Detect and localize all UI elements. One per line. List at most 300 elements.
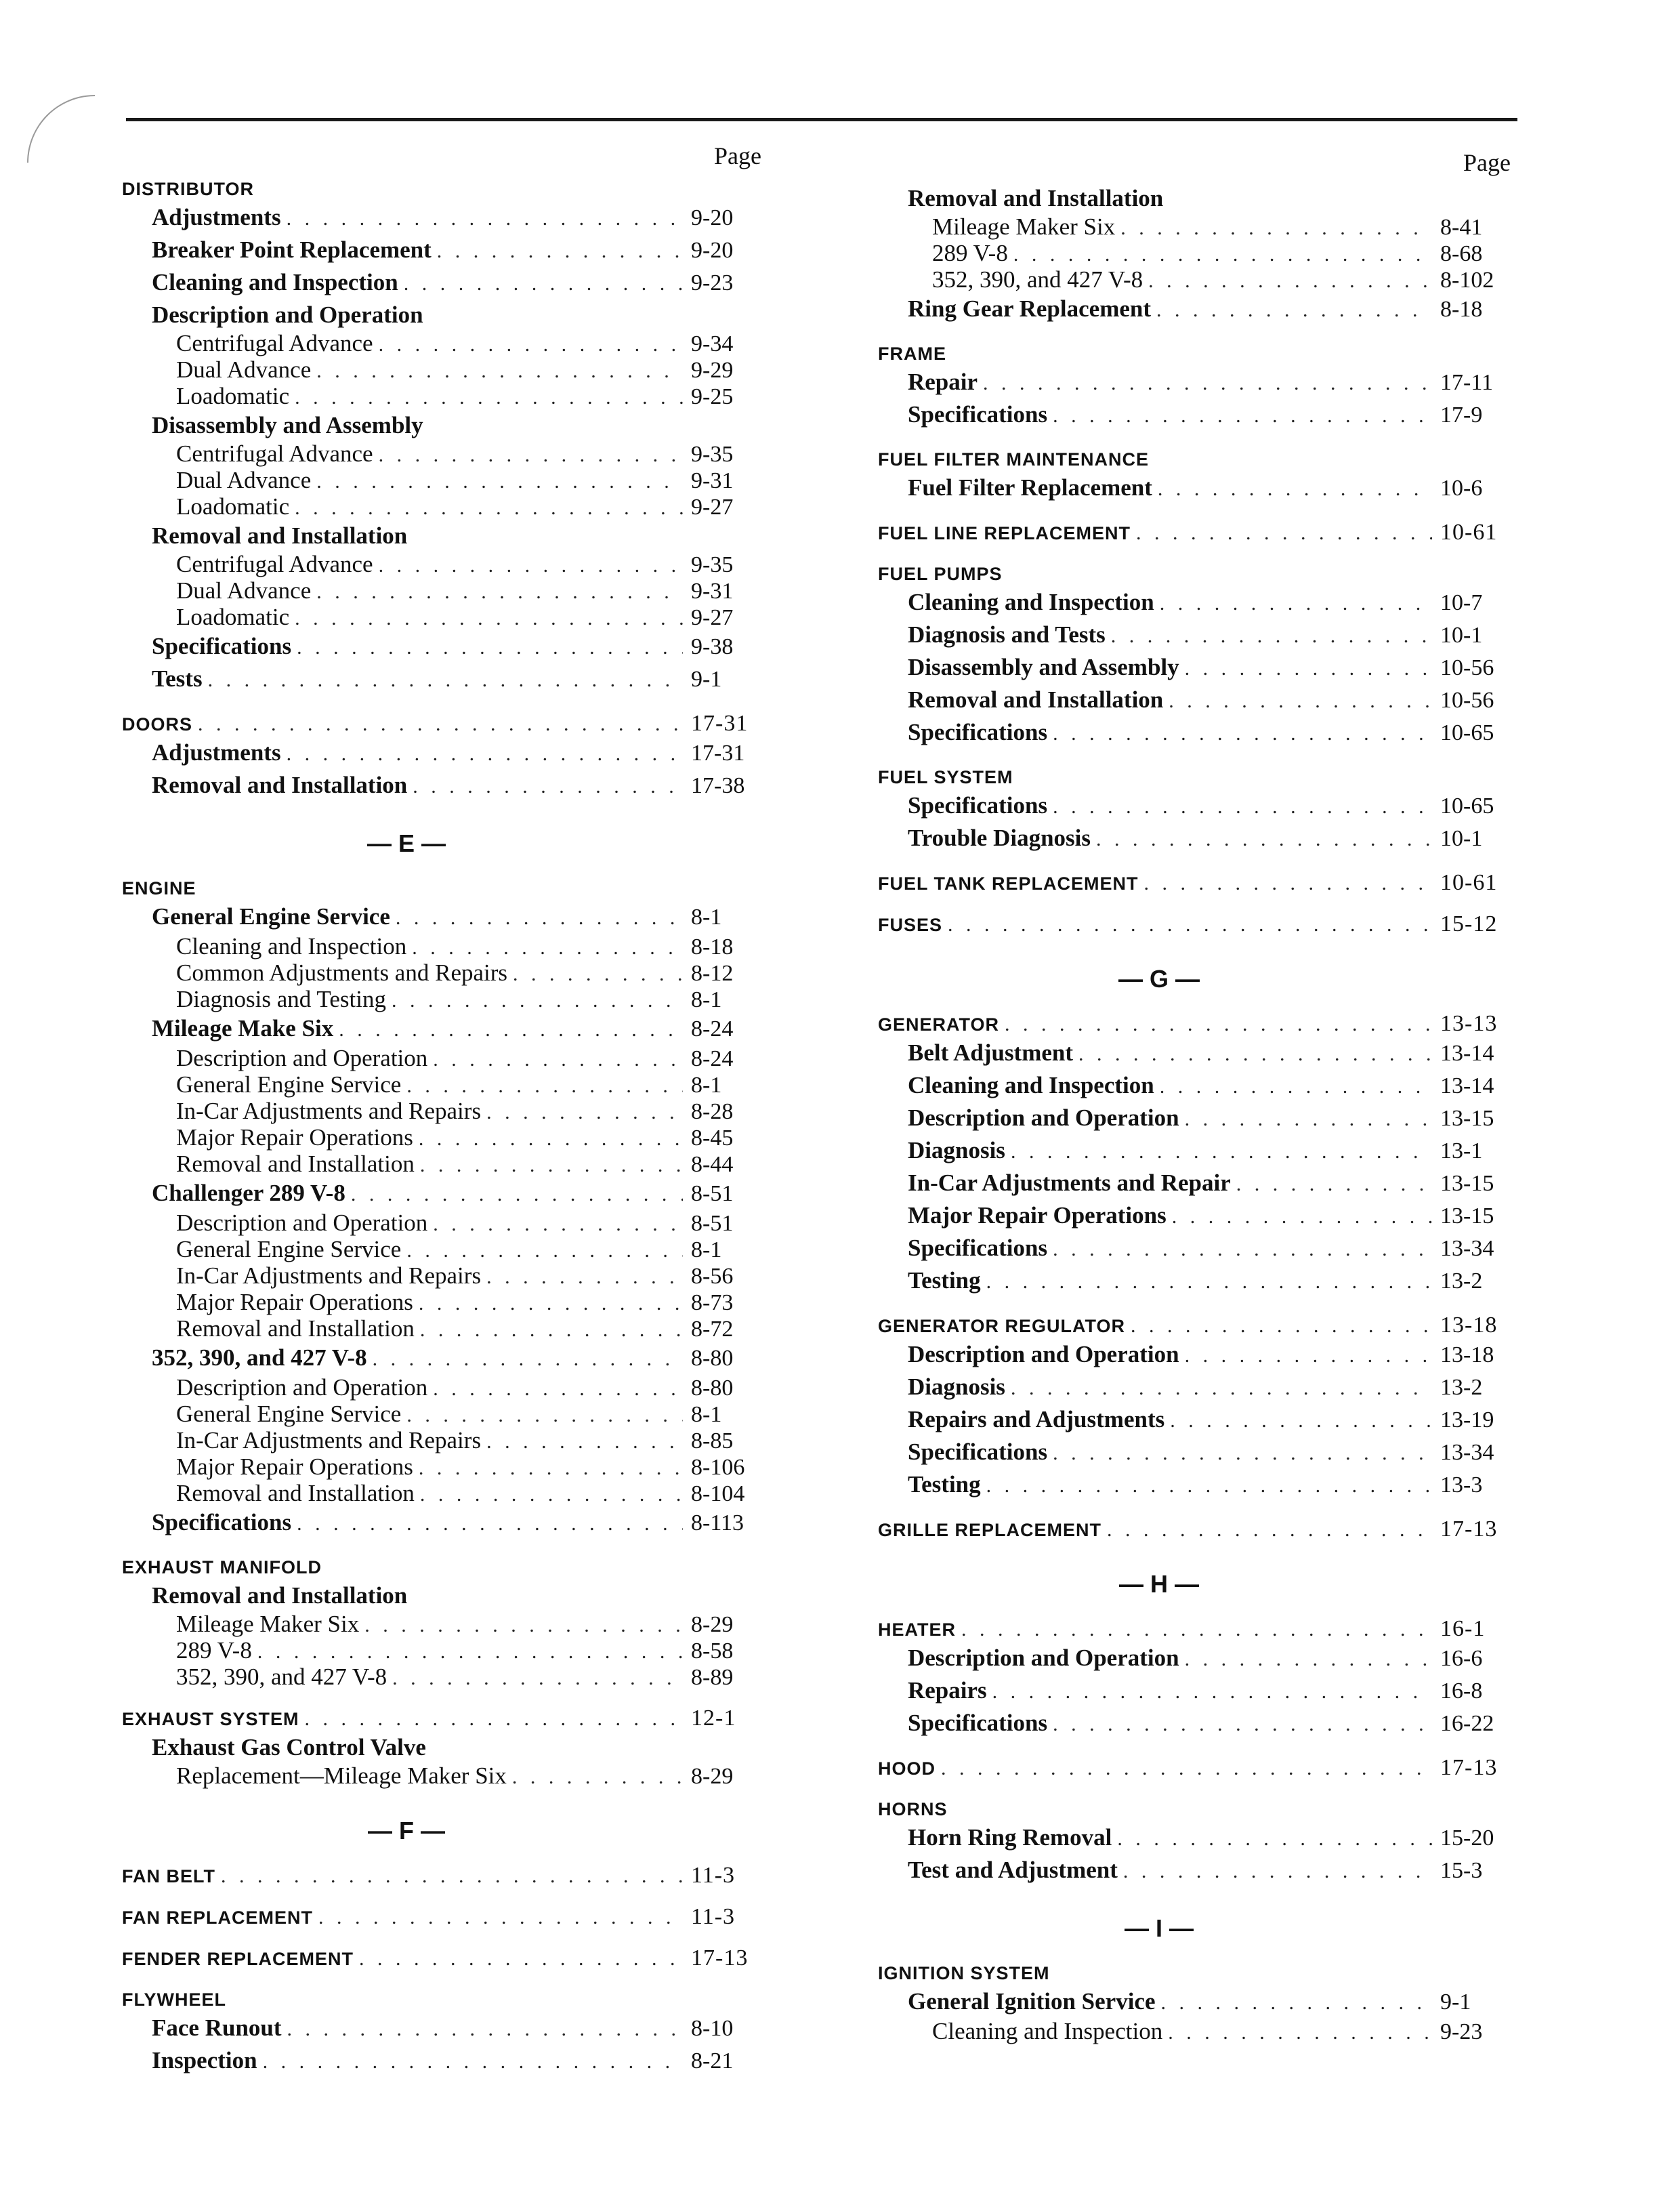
- index-entry: [878, 717, 1521, 749]
- index-entry: [122, 300, 772, 331]
- index-entry: [878, 1070, 1521, 1102]
- dot-leader: [433, 1376, 683, 1401]
- dot-leader: [404, 268, 683, 300]
- page-number: 8-1: [691, 905, 722, 930]
- index-entry: [878, 267, 1521, 293]
- index-entry: [122, 1611, 772, 1638]
- index-entry: [122, 468, 772, 494]
- index-entry: [878, 1371, 1521, 1404]
- page-number: 9-34: [691, 331, 734, 356]
- entry-title: Testing: [908, 1471, 981, 1498]
- index-entry: [122, 1125, 772, 1151]
- entry-title: Specifications: [908, 1439, 1048, 1465]
- dot-leader: [1156, 295, 1432, 326]
- index-entry: [122, 357, 772, 384]
- dot-leader: [1123, 1856, 1432, 1887]
- page-number: 10-61: [1440, 870, 1498, 895]
- dot-leader: [263, 2046, 683, 2078]
- index-entry: [122, 1342, 772, 1375]
- entry-title: FUEL LINE REPLACEMENT: [878, 523, 1131, 543]
- entry-title: Challenger 289 V-8: [152, 1180, 345, 1206]
- dot-leader: [1005, 1012, 1432, 1037]
- dot-leader: [1161, 1987, 1432, 2019]
- section-letter-heading: — H —: [1118, 1570, 1199, 1598]
- page-number: 9-25: [691, 384, 734, 409]
- entry-title: Description and Operation: [176, 1210, 428, 1236]
- dot-leader: [992, 1676, 1432, 1708]
- index-entry: [122, 2012, 772, 2045]
- page-number: 13-14: [1440, 1073, 1494, 1098]
- index-heading: [878, 1616, 1521, 1643]
- page-number: 8-51: [691, 1211, 734, 1236]
- entry-title: General Ignition Service: [908, 1988, 1156, 2015]
- entry-title: HORNS: [878, 1799, 948, 1819]
- page-number: 17-31: [691, 711, 749, 736]
- index-entry: [122, 1375, 772, 1401]
- page-number: 9-20: [691, 205, 734, 230]
- entry-title: Belt Adjustment: [908, 1039, 1074, 1066]
- page-number: 8-29: [691, 1764, 734, 1789]
- dot-leader: [305, 1706, 683, 1732]
- dot-leader: [406, 1403, 683, 1428]
- index-entry: [122, 520, 772, 552]
- entry-title: Specifications: [152, 1509, 292, 1535]
- entry-title: Repairs and Adjustments: [908, 1406, 1165, 1432]
- dot-leader: [961, 1617, 1432, 1643]
- dot-leader: [1170, 1405, 1432, 1437]
- page-number: 8-102: [1440, 268, 1494, 293]
- index-entry: [878, 293, 1521, 326]
- dot-leader: [198, 711, 683, 737]
- index-heading: [122, 875, 772, 901]
- entry-title: Centrifugal Advance: [176, 440, 373, 467]
- page-number: 9-1: [691, 667, 722, 692]
- index-entry: [122, 1237, 772, 1263]
- page-number: 13-2: [1440, 1268, 1483, 1294]
- index-entry: [878, 823, 1521, 855]
- corner-hole-mark: [27, 95, 95, 163]
- entry-title: Test and Adjustment: [908, 1857, 1118, 1883]
- index-entry: [878, 1037, 1521, 1070]
- dot-leader: [316, 579, 683, 604]
- page-number: 17-31: [691, 741, 745, 766]
- entry-title: FUEL TANK REPLACEMENT: [878, 873, 1139, 894]
- dot-leader: [983, 368, 1432, 399]
- entry-title: General Engine Service: [176, 1071, 402, 1098]
- dot-leader: [1172, 1201, 1432, 1233]
- index-entry: [878, 1986, 1521, 2019]
- entry-title: Diagnosis: [908, 1137, 1005, 1163]
- index-column-right: [878, 142, 1521, 2045]
- page-number: 13-18: [1440, 1313, 1498, 1338]
- entry-title: Loadomatic: [176, 604, 290, 630]
- index-entry: [122, 1098, 772, 1125]
- page-number: 13-15: [1440, 1106, 1494, 1131]
- index-entry: [122, 267, 772, 300]
- dot-leader: [295, 495, 683, 520]
- index-entry: [122, 384, 772, 410]
- page-number: 8-80: [691, 1376, 734, 1401]
- dot-leader: [396, 903, 683, 934]
- dot-leader: [420, 1153, 683, 1178]
- index-entry: [878, 1265, 1521, 1298]
- entry-title: Removal and Installation: [176, 1315, 415, 1342]
- index-entry: [122, 234, 772, 267]
- entry-title: Tests: [152, 665, 203, 692]
- dot-leader: [1160, 588, 1432, 619]
- section-letter-heading: — F —: [368, 1817, 445, 1844]
- index-heading: [122, 1945, 772, 1972]
- page-number: 13-19: [1440, 1407, 1494, 1432]
- entry-title: FUSES: [878, 915, 943, 935]
- index-entry: [878, 1168, 1521, 1200]
- dot-leader: [1053, 1709, 1432, 1740]
- index-heading: [122, 1904, 772, 1931]
- index-entry: [122, 202, 772, 234]
- entry-title: Exhaust Gas Control Valve: [152, 1734, 426, 1760]
- page-number: 8-1: [691, 1402, 722, 1427]
- dot-leader: [1011, 1373, 1432, 1404]
- index-entry: [122, 1763, 772, 1790]
- page-number: 8-113: [691, 1510, 744, 1535]
- dot-leader: [406, 1238, 683, 1263]
- index-entry: [122, 934, 772, 960]
- page-number: 8-51: [691, 1181, 734, 1206]
- entry-title: Disassembly and Assembly: [908, 654, 1179, 680]
- dot-leader: [257, 1639, 683, 1664]
- page-number: 9-23: [691, 270, 734, 295]
- entry-title: Description and Operation: [908, 1105, 1179, 1131]
- page-number: 9-35: [691, 552, 734, 577]
- index-entry: [122, 1151, 772, 1178]
- index-entry: [878, 2019, 1521, 2045]
- dot-leader: [1096, 824, 1432, 855]
- dot-leader: [1136, 520, 1432, 546]
- index-heading: [878, 1796, 1521, 1822]
- dot-leader: [512, 1764, 683, 1790]
- entry-title: Mileage Maker Six: [176, 1611, 360, 1637]
- entry-title: Cleaning and Inspection: [176, 933, 407, 959]
- entry-title: Repair: [908, 369, 978, 395]
- page-number: 9-35: [691, 442, 734, 467]
- index-entry: [122, 901, 772, 934]
- index-entry: [878, 1675, 1521, 1708]
- entry-title: Specifications: [908, 1710, 1048, 1736]
- page-number: 13-2: [1440, 1375, 1483, 1400]
- index-heading: [878, 341, 1521, 367]
- dot-leader: [392, 1666, 683, 1691]
- dot-leader: [1160, 1071, 1432, 1102]
- index-entry: [122, 1289, 772, 1316]
- page-number: 16-22: [1440, 1711, 1494, 1736]
- entry-title: Specifications: [908, 401, 1048, 428]
- page-number: 8-104: [691, 1481, 745, 1506]
- index-entry: [122, 1178, 772, 1210]
- index-entry: [122, 1072, 772, 1098]
- entry-title: Ring Gear Replacement: [908, 295, 1152, 322]
- index-entry: [878, 619, 1521, 652]
- page-number: 10-56: [1440, 688, 1494, 713]
- page-number: 13-13: [1440, 1011, 1498, 1036]
- index-entry: [122, 1013, 772, 1046]
- index-entry: [122, 1263, 772, 1289]
- entry-title: Removal and Installation: [908, 185, 1164, 211]
- dot-leader: [373, 1344, 683, 1375]
- page-number: 11-3: [691, 1863, 736, 1888]
- index-entry: [122, 578, 772, 604]
- entry-title: Loadomatic: [176, 493, 290, 520]
- page-number: 15-20: [1440, 1825, 1494, 1851]
- dot-leader: [1053, 400, 1432, 432]
- entry-title: Specifications: [908, 1235, 1048, 1261]
- page-number: 13-18: [1440, 1342, 1494, 1367]
- dot-leader: [1185, 1104, 1432, 1135]
- index-entry: [878, 1404, 1521, 1437]
- index-entry: [122, 441, 772, 468]
- dot-leader: [1120, 215, 1432, 241]
- page-number: 8-44: [691, 1152, 734, 1177]
- index-heading: [878, 447, 1521, 472]
- page-number: 17-9: [1440, 402, 1483, 428]
- entry-title: Cleaning and Inspection: [152, 269, 398, 295]
- page-number: 8-28: [691, 1099, 734, 1124]
- dot-leader: [1078, 1039, 1432, 1070]
- dot-leader: [941, 1756, 1432, 1781]
- index-entry: [122, 1664, 772, 1691]
- dot-leader: [297, 632, 683, 663]
- page-number: 13-15: [1440, 1171, 1494, 1196]
- index-entry: [122, 1454, 772, 1481]
- dot-leader: [986, 1266, 1432, 1298]
- entry-title: Loadomatic: [176, 383, 290, 409]
- section-letter-heading: — E —: [366, 829, 446, 857]
- entry-title: Description and Operation: [152, 302, 423, 328]
- entry-title: Repairs: [908, 1677, 987, 1704]
- index-heading: [878, 1313, 1521, 1339]
- page-number: 10-1: [1440, 826, 1483, 851]
- index-entry: [878, 1102, 1521, 1135]
- page-number: 8-29: [691, 1612, 734, 1637]
- entry-title: EXHAUST SYSTEM: [122, 1709, 299, 1729]
- index-entry: [122, 960, 772, 987]
- index-entry: [878, 652, 1521, 684]
- dot-leader: [316, 469, 683, 494]
- dot-leader: [419, 1291, 683, 1316]
- page-number: 10-65: [1440, 793, 1494, 819]
- page-number: 8-106: [691, 1455, 745, 1480]
- index-entry: [122, 1638, 772, 1664]
- entry-title: Replacement—Mileage Maker Six: [176, 1762, 507, 1789]
- dot-leader: [406, 1073, 683, 1098]
- entry-title: 352, 390, and 427 V-8: [932, 266, 1143, 293]
- entry-title: Testing: [908, 1267, 981, 1294]
- dot-leader: [433, 1047, 683, 1072]
- entry-title: Inspection: [152, 2047, 257, 2073]
- entry-title: Specifications: [908, 719, 1048, 745]
- page-number: 16-1: [1440, 1616, 1486, 1641]
- entry-title: Cleaning and Inspection: [932, 2018, 1163, 2044]
- index-entry: [878, 684, 1521, 717]
- entry-title: Description and Operation: [176, 1045, 428, 1071]
- entry-title: Cleaning and Inspection: [908, 1072, 1154, 1098]
- page-number: 10-65: [1440, 720, 1494, 745]
- index-entry: [122, 331, 772, 357]
- page-number: 8-24: [691, 1016, 734, 1041]
- entry-title: General Engine Service: [152, 903, 390, 930]
- index-entries: [122, 176, 772, 2078]
- dot-leader: [339, 1014, 683, 1046]
- index-entry: [122, 552, 772, 578]
- entry-title: FUEL FILTER MAINTENANCE: [878, 449, 1149, 470]
- entry-title: Major Repair Operations: [176, 1124, 413, 1151]
- index-heading: [878, 870, 1521, 896]
- index-entry: [878, 1135, 1521, 1168]
- entry-title: Cleaning and Inspection: [908, 589, 1154, 615]
- dot-leader: [420, 1482, 683, 1507]
- dot-leader: [486, 1100, 683, 1125]
- dot-leader: [318, 1905, 683, 1931]
- dot-leader: [297, 1508, 683, 1540]
- dot-leader: [419, 1126, 683, 1151]
- entry-title: Removal and Installation: [152, 772, 408, 798]
- entry-title: Description and Operation: [908, 1341, 1179, 1367]
- index-heading: [878, 1755, 1521, 1781]
- entry-title: General Engine Service: [176, 1236, 402, 1262]
- entry-title: Dual Advance: [176, 467, 312, 493]
- dot-leader: [351, 1179, 683, 1210]
- page-number: 13-1: [1440, 1138, 1483, 1163]
- page-number: 9-20: [691, 238, 734, 263]
- page-number: 10-61: [1440, 520, 1498, 545]
- index-entry: [878, 1708, 1521, 1740]
- dot-leader: [295, 606, 683, 631]
- dot-leader: [1111, 621, 1432, 652]
- index-heading: [878, 1011, 1521, 1037]
- page-column-header: Page: [1463, 149, 1511, 176]
- page-number: 15-3: [1440, 1858, 1483, 1883]
- index-entry: [122, 987, 772, 1013]
- dot-leader: [948, 912, 1432, 938]
- entry-title: Dual Advance: [176, 356, 312, 383]
- entry-title: Removal and Installation: [176, 1480, 415, 1506]
- index-heading: [878, 561, 1521, 587]
- page-number: 17-13: [1440, 1755, 1498, 1780]
- dot-leader: [1236, 1169, 1432, 1200]
- entry-title: Major Repair Operations: [908, 1202, 1167, 1229]
- index-entry: [878, 1200, 1521, 1233]
- index-heading: [122, 1863, 772, 1889]
- dot-leader: [986, 1470, 1432, 1502]
- page-number: 10-56: [1440, 655, 1494, 680]
- entry-title: 289 V-8: [176, 1637, 252, 1664]
- index-entry: [122, 1046, 772, 1072]
- index-column-left: [122, 136, 772, 2078]
- index-entry: [878, 1822, 1521, 1855]
- entry-title: IGNITION SYSTEM: [878, 1963, 1050, 1983]
- page-number: 8-85: [691, 1428, 734, 1453]
- index-heading: [122, 1554, 772, 1580]
- index-entry: [122, 1580, 772, 1611]
- index-entry: [122, 631, 772, 663]
- page-number: 16-8: [1440, 1678, 1483, 1704]
- index-entry: [878, 790, 1521, 823]
- index-heading: [122, 176, 772, 202]
- entry-title: Major Repair Operations: [176, 1289, 413, 1315]
- entry-title: FENDER REPLACEMENT: [122, 1949, 354, 1969]
- index-heading: [878, 764, 1521, 790]
- entry-title: Specifications: [152, 633, 292, 659]
- entry-title: Description and Operation: [176, 1374, 428, 1401]
- section-letter-heading: — I —: [1124, 1914, 1194, 1942]
- entry-title: Removal and Installation: [176, 1151, 415, 1177]
- page-number: 8-18: [691, 934, 734, 959]
- dot-leader: [1131, 1313, 1432, 1339]
- index-heading: [122, 1706, 772, 1732]
- entry-title: DISTRIBUTOR: [122, 179, 255, 199]
- page-column-header: Page: [714, 142, 761, 169]
- index-entry: [122, 1507, 772, 1540]
- entry-title: Dual Advance: [176, 577, 312, 604]
- dot-leader: [287, 203, 683, 234]
- entry-title: FLYWHEEL: [122, 1989, 227, 2010]
- dot-leader: [364, 1613, 683, 1638]
- page-number: 9-1: [1440, 1989, 1471, 2015]
- page-number: 8-73: [691, 1290, 734, 1315]
- page-number: 8-1: [691, 1073, 722, 1098]
- index-entry: [122, 2045, 772, 2078]
- dot-leader: [379, 332, 683, 357]
- entry-title: Specifications: [908, 792, 1048, 819]
- page-number: 8-10: [691, 2016, 734, 2041]
- entry-title: Diagnosis: [908, 1374, 1005, 1400]
- dot-leader: [486, 1429, 683, 1454]
- dot-leader: [420, 1317, 683, 1342]
- page-number: 8-80: [691, 1346, 734, 1371]
- entry-title: Description and Operation: [908, 1645, 1179, 1671]
- index-entry: [122, 663, 772, 696]
- entry-title: GRILLE REPLACEMENT: [878, 1520, 1102, 1540]
- entry-title: GENERATOR: [878, 1014, 1000, 1035]
- page-number: 13-15: [1440, 1203, 1494, 1229]
- entry-title: In-Car Adjustments and Repairs: [176, 1262, 482, 1289]
- page-number: 9-38: [691, 634, 734, 659]
- page-number: 16-6: [1440, 1646, 1483, 1671]
- index-heading: [122, 711, 772, 737]
- entry-title: Diagnosis and Tests: [908, 621, 1106, 648]
- index-entry: [122, 1732, 772, 1763]
- page-number: 8-58: [691, 1638, 734, 1664]
- dot-leader: [1148, 268, 1432, 293]
- page-number: 8-41: [1440, 215, 1483, 240]
- entry-title: Face Runout: [152, 2015, 282, 2041]
- entry-title: DOORS: [122, 714, 193, 735]
- dot-leader: [1107, 1517, 1432, 1543]
- index-entry: [878, 214, 1521, 241]
- dot-leader: [392, 988, 683, 1013]
- dot-leader: [208, 665, 683, 696]
- index-entry: [878, 241, 1521, 267]
- index-entry: [122, 1481, 772, 1507]
- index-heading: [878, 1960, 1521, 1986]
- index-entry: [122, 1210, 772, 1237]
- index-entry: [878, 1855, 1521, 1887]
- entry-title: Trouble Diagnosis: [908, 825, 1091, 851]
- dot-leader: [1117, 1823, 1432, 1855]
- dot-leader: [1053, 1234, 1432, 1265]
- entry-title: Breaker Point Replacement: [152, 236, 432, 263]
- entry-title: FAN BELT: [122, 1866, 215, 1886]
- page-number: 9-27: [691, 605, 734, 630]
